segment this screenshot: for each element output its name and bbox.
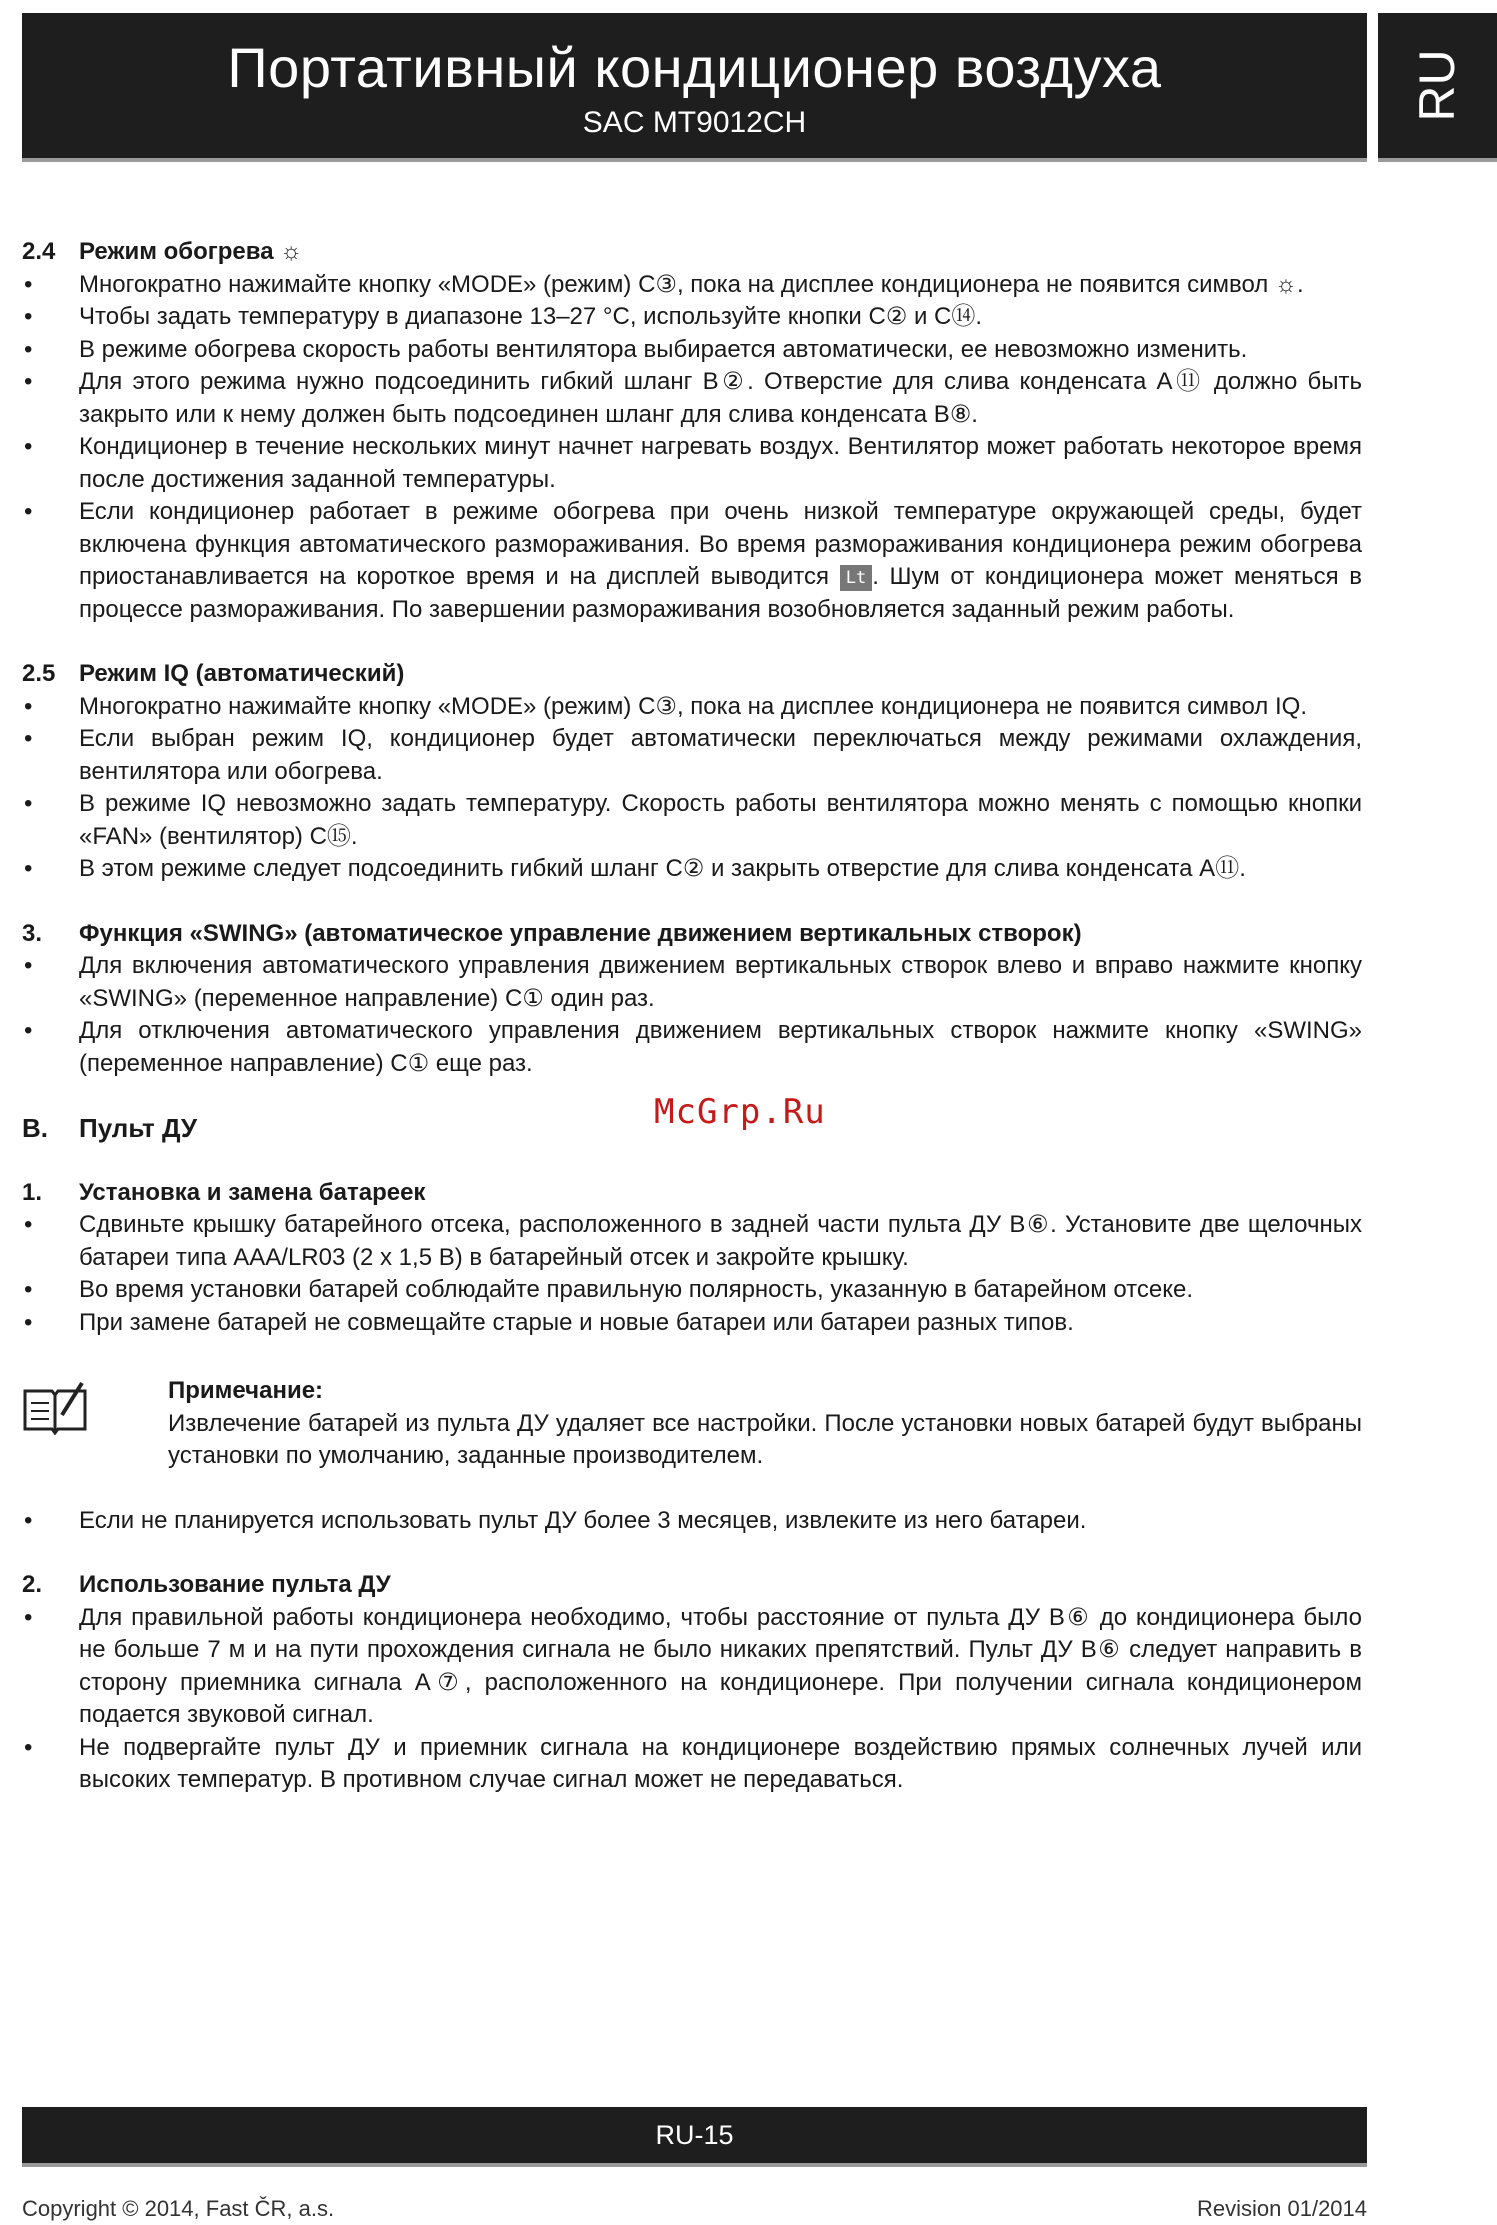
list-item bbox=[22, 496, 1362, 626]
list-item: • Чтобы задать температуру в диапазоне 13–27 °C, используйте кнопки C② и C⑭. bbox=[22, 301, 1362, 334]
header-bar bbox=[22, 13, 1367, 162]
section-heading bbox=[22, 658, 1362, 691]
list-item: • Не подвергайте пульт ДУ и приемник сигнала на кондиционере воздействию прямых солнечных лучей или высоких температур. В противном случае сигнал может не передаваться. bbox=[22, 1732, 1362, 1797]
list-item: • В этом режиме следует подсоединить гибкий шланг C② и закрыть отверстие для слива конденсата A⑪. bbox=[22, 853, 1362, 886]
section-title: Режим обогрева ☼ bbox=[79, 238, 303, 265]
list-item: • Если выбран режим IQ, кондиционер будет автоматически переключаться между режимами охлаждения, вентилятора или обогрева. bbox=[22, 723, 1362, 788]
list-item: • Если не планируется использовать пульт ДУ более 3 месяцев, извлеките из него батареи. bbox=[22, 1505, 1362, 1538]
section-title: Режим IQ (автоматический) bbox=[79, 660, 405, 687]
section-heading bbox=[22, 1569, 1362, 1602]
chapter-number: B. bbox=[22, 1113, 48, 1143]
list-item: • Для правильной работы кондиционера необходимо, чтобы расстояние от пульта ДУ B⑥ до кондиционера было не больше 7 м и на пути прохождения сигнала не было никаких препятствий. Пульт ДУ B⑥ следует направить в сторону приемника сигнала A⑦, расположенного на кондиционере. При получении сигнала кондиционером подается звуковой сигнал. bbox=[22, 1602, 1362, 1732]
section-heading bbox=[22, 236, 1362, 269]
defrost-display-symbol: Lt bbox=[840, 565, 872, 591]
section-title: Использование пульта ДУ bbox=[79, 1571, 391, 1598]
list-item: • Для этого режима нужно подсоединить гибкий шланг B②. Отверстие для слива конденсата A⑪ должно быть закрыто или к нему должен быть подсоединен шланг для слива конденсата B⑧. bbox=[22, 366, 1362, 431]
list-item: • Многократно нажимайте кнопку «MODE» (режим) C③, пока на дисплее кондиционера не появится символ ☼. bbox=[22, 269, 1362, 302]
section-number: 2. bbox=[22, 1571, 43, 1598]
list-item: • Во время установки батарей соблюдайте правильную полярность, указанную в батарейном отсеке. bbox=[22, 1274, 1362, 1307]
note-title: Примечание: bbox=[168, 1377, 324, 1404]
list-item: • Для отключения автоматического управления движением вертикальных створок нажмите кнопку «SWING» (переменное направление) C① еще раз. bbox=[22, 1015, 1362, 1080]
section-heading bbox=[22, 918, 1362, 951]
section-title: Функция «SWING» (автоматическое управление движением вертикальных створок) bbox=[79, 919, 1082, 947]
note-book-icon bbox=[22, 1381, 88, 1435]
defrost-text-a: Если кондиционер работает в режиме обогрева при очень низкой температуре окружающей среды, будет включена функция автоматического размораживания. Во время размораживания кондиционера режим обогрева приостанавливается на короткое время и на дисплей выводится bbox=[79, 498, 1362, 590]
list-item: • Многократно нажимайте кнопку «MODE» (режим) C③, пока на дисплее кондиционера не появится символ IQ. bbox=[22, 691, 1362, 724]
list-item: • Для включения автоматического управления движением вертикальных створок влево и вправо нажмите кнопку «SWING» (переменное направление) C① один раз. bbox=[22, 950, 1362, 1015]
section-title: Установка и замена батареек bbox=[79, 1178, 426, 1206]
page-number: RU-15 bbox=[655, 2120, 734, 2150]
language-tab bbox=[1378, 13, 1497, 162]
copyright-text: Copyright © 2014, Fast ČR, a.s. bbox=[22, 2196, 335, 2221]
section-number: 3. bbox=[22, 919, 43, 947]
section-number: 2.5 bbox=[22, 660, 56, 687]
section-heading bbox=[22, 1177, 1362, 1210]
list-item: • При замене батарей не совмещайте старые и новые батареи или батареи разных типов. bbox=[22, 1307, 1362, 1340]
language-code: RU bbox=[1409, 49, 1465, 122]
section-number: 2.4 bbox=[22, 238, 56, 265]
note-box bbox=[22, 1375, 1362, 1473]
list-item: • В режиме обогрева скорость работы вентилятора выбирается автоматически, ее невозможно изменить. bbox=[22, 334, 1362, 367]
chapter-title: Пульт ДУ bbox=[79, 1113, 197, 1143]
watermark: McGrp.Ru bbox=[654, 1092, 826, 1132]
list-item: • В режиме IQ невозможно задать температуру. Скорость работы вентилятора можно менять с помощью кнопки «FAN» (вентилятор) C⑮. bbox=[22, 788, 1362, 853]
list-item: • Сдвиньте крышку батарейного отсека, расположенного в задней части пульта ДУ B⑥. Установите две щелочных батареи типа AAA/LR03 (2 x 1,5 В) в батарейный отсек и закройте крышку. bbox=[22, 1209, 1362, 1274]
footer-bar bbox=[22, 2107, 1367, 2167]
model-number: SAC MT9012CH bbox=[582, 106, 807, 139]
note-text: Извлечение батарей из пульта ДУ удаляет все настройки. После установки новых батарей будут выбраны установки по умолчанию, заданные производителем. bbox=[168, 1409, 1362, 1469]
page-content bbox=[22, 236, 1362, 1797]
document-title: Портативный кондиционер воздуха bbox=[227, 36, 1162, 99]
revision-text: Revision 01/2014 bbox=[1197, 2196, 1368, 2221]
defrost-text-b: . Шум от кондиционера может меняться в процессе размораживания. По завершении размораживания возобновляется заданный режим работы. bbox=[79, 563, 1362, 623]
list-item: • Кондиционер в течение нескольких минут начнет нагревать воздух. Вентилятор может работать некоторое время после достижения заданной температуры. bbox=[22, 431, 1362, 496]
section-number: 1. bbox=[22, 1178, 43, 1206]
